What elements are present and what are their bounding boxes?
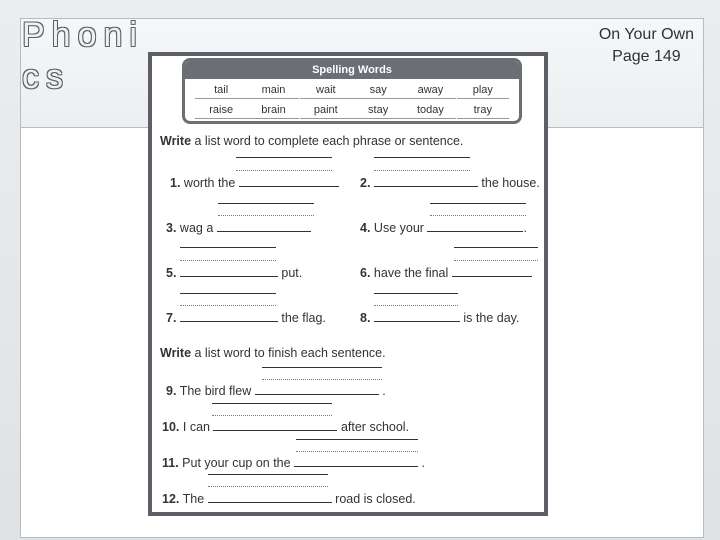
spelling-word: today (404, 102, 456, 119)
spelling-word: tray (457, 102, 509, 119)
answer-line (262, 367, 382, 368)
item-12: 12. The road is closed. (162, 492, 416, 506)
spelling-word: away (404, 82, 456, 99)
spelling-word: main (247, 82, 299, 99)
item-9: 9. The bird flew . (166, 384, 386, 398)
guide-line (208, 486, 328, 487)
item-6: 6. have the final (360, 264, 532, 280)
spelling-word: wait (300, 82, 352, 99)
guide-line (430, 215, 526, 216)
guide-line (374, 170, 470, 171)
guide-line (454, 260, 538, 261)
answer-line (180, 293, 276, 294)
answer-line (208, 474, 328, 475)
spelling-word: stay (352, 102, 404, 119)
item-8: 8. is the day. (360, 311, 520, 325)
item-10: 10. I can after school. (162, 420, 410, 434)
item-1: 1. worth the (170, 174, 339, 190)
spelling-word: paint (300, 102, 352, 119)
worksheet-image (148, 52, 548, 516)
spelling-words-row (185, 99, 519, 119)
item-3: 3. wag a (166, 219, 311, 235)
section1-heading: Write a list word to complete each phrase or sentence. (160, 134, 464, 148)
spelling-word: tail (195, 82, 247, 99)
guide-line (374, 305, 458, 306)
item-5: 5. put. (166, 266, 303, 280)
guide-line (296, 451, 418, 452)
item-7: 7. the flag. (166, 311, 326, 325)
page-note-line1: On Your Own (598, 26, 694, 43)
answer-line (236, 157, 332, 158)
answer-line (218, 203, 314, 204)
page-note-line2: Page 149 (612, 48, 681, 65)
answer-line (374, 293, 458, 294)
spelling-word: play (457, 82, 509, 99)
guide-line (236, 170, 332, 171)
spelling-words-row (185, 79, 519, 99)
answer-line (454, 247, 538, 248)
spelling-word: brain (247, 102, 299, 119)
answer-line (180, 247, 276, 248)
guide-line (262, 379, 382, 380)
guide-line (212, 415, 332, 416)
spelling-word: raise (195, 102, 247, 119)
spelling-words-header: Spelling Words (185, 61, 519, 79)
page-note (599, 24, 694, 68)
answer-line (374, 157, 470, 158)
guide-line (218, 215, 314, 216)
item-11: 11. Put your cup on the . (162, 456, 426, 470)
spelling-word: say (352, 82, 404, 99)
item-4: 4. Use your . (360, 221, 527, 235)
spelling-words-box (182, 58, 522, 124)
item-2: 2. the house. (360, 176, 540, 190)
answer-line (212, 403, 332, 404)
answer-line (430, 203, 526, 204)
guide-line (180, 305, 276, 306)
slide-title: Phonics (22, 16, 144, 96)
answer-line (296, 439, 418, 440)
guide-line (180, 260, 276, 261)
section2-heading: Write a list word to finish each sentence. (160, 346, 386, 360)
